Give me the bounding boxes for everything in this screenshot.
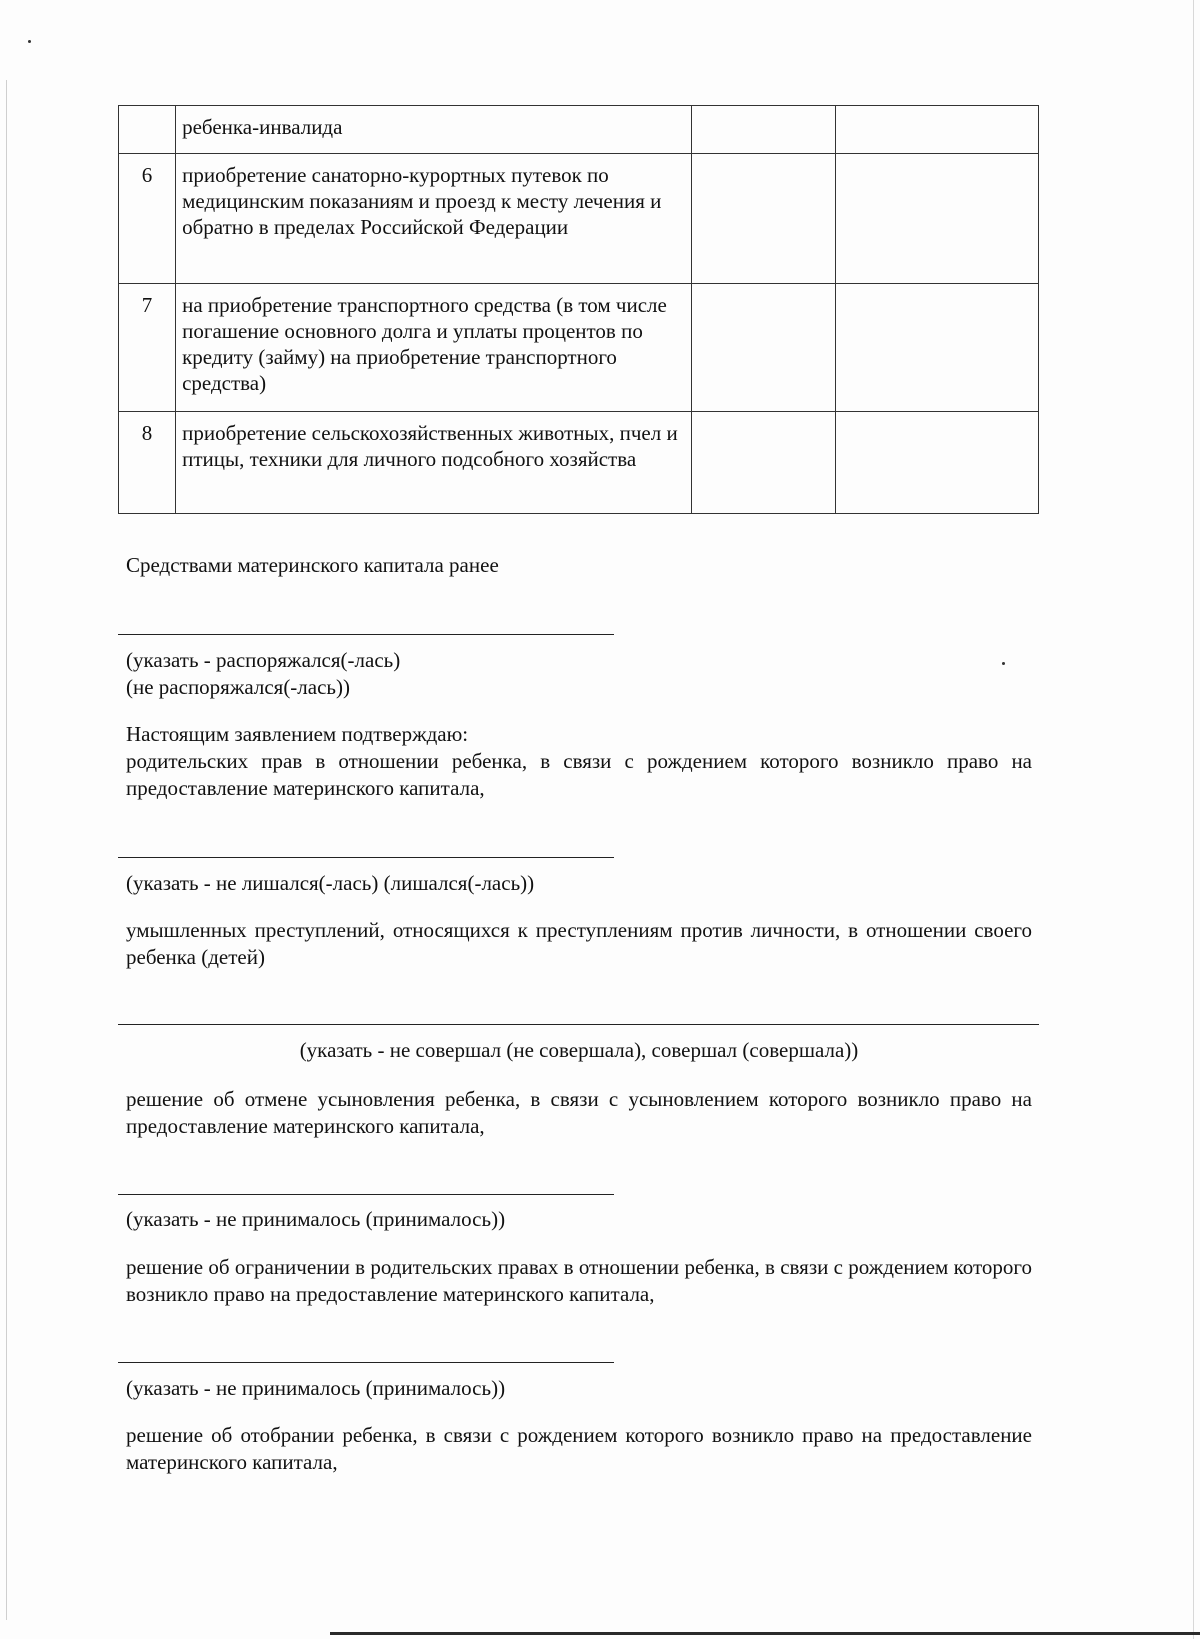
table-row xyxy=(119,154,1039,284)
row-cell-blank xyxy=(835,284,1038,412)
crimes-fill-line[interactable] xyxy=(118,1024,1039,1025)
row-description: приобретение сельскохозяйственных животных, пчел и птицы, техники для личного подсобного хозяйства xyxy=(176,412,692,514)
row-cell-blank xyxy=(692,412,835,514)
row-cell-blank xyxy=(692,154,835,284)
table-row xyxy=(119,412,1039,514)
row-cell-blank xyxy=(835,154,1038,284)
removal-text: решение об отобрании ребенка, в связи с рождением которого возникло право на предоставление материнского капитала, xyxy=(126,1423,1032,1474)
row-number: 8 xyxy=(119,412,176,514)
scan-speck xyxy=(28,40,31,43)
crimes-hint: (указать - не совершал (не совершала), совершал (совершала)) xyxy=(299,1038,859,1062)
prior-use-hint-1: (указать - распоряжался(-лась) xyxy=(126,648,401,672)
adoption-text: решение об отмене усыновления ребенка, в связи с усыновлением которого возникло право на предоставление материнского капитала, xyxy=(126,1087,1032,1138)
table-row xyxy=(119,106,1039,154)
restriction-fill-line[interactable] xyxy=(118,1362,614,1363)
row-cell-blank xyxy=(692,284,835,412)
prior-use-hint-2: (не распоряжался(-лась)) xyxy=(126,675,350,699)
adoption-hint: (указать - не принималось (принималось)) xyxy=(126,1207,506,1231)
restriction-hint: (указать - не принималось (принималось)) xyxy=(126,1376,506,1400)
row-number: 6 xyxy=(119,154,176,284)
benefits-table xyxy=(118,105,1039,514)
prior-use-text: Средствами материнского капитала ранее xyxy=(126,553,499,577)
row-cell-blank xyxy=(835,106,1038,154)
adoption-fill-line[interactable] xyxy=(118,1194,614,1195)
row-description: ребенка-инвалида xyxy=(176,106,692,154)
row-number: 7 xyxy=(119,284,176,412)
scan-speck xyxy=(1002,662,1005,665)
confirm-heading: Настоящим заявлением подтверждаю: xyxy=(126,722,469,746)
scan-edge-right xyxy=(1193,0,1194,1639)
scan-edge-left xyxy=(6,80,7,1620)
table-row xyxy=(119,284,1039,412)
row-description: на приобретение транспортного средства (в том числе погашение основного долга и уплаты процентов по кредиту (займу) на приобретение транспортного средства) xyxy=(176,284,692,412)
crimes-text: умышленных преступлений, относящихся к преступлениям против личности, в отношении своего ребенка (детей) xyxy=(126,918,1032,969)
row-cell-blank xyxy=(835,412,1038,514)
scan-bottom-edge xyxy=(330,1632,1200,1635)
confirm-text: родительских прав в отношении ребенка, в связи с рождением которого возникло право на предоставление материнского капитала, xyxy=(126,749,1032,800)
restriction-text: решение об ограничении в родительских правах в отношении ребенка, в связи с рождением которого возникло право на предоставление материнского капитала, xyxy=(126,1255,1032,1306)
row-description: приобретение санаторно-курортных путевок по медицинским показаниям и проезд к месту лечения и обратно в пределах Российской Федерации xyxy=(176,154,692,284)
prior-use-fill-line[interactable] xyxy=(118,634,614,635)
parental-rights-hint: (указать - не лишался(-лась) (лишался(-лась)) xyxy=(126,871,535,895)
row-cell-blank xyxy=(692,106,835,154)
parental-rights-fill-line[interactable] xyxy=(118,857,614,858)
row-number xyxy=(119,106,176,154)
